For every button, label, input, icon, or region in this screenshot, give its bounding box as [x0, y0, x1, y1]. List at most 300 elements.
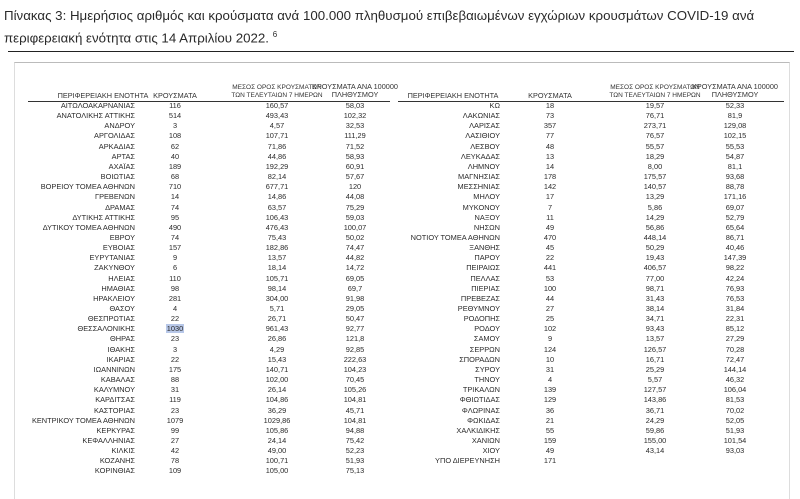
cases-cell: 22: [170, 354, 180, 364]
region-name-cell: ΖΑΚΥΝΘΟΥ: [94, 263, 135, 273]
cases-cell: 18: [545, 101, 555, 110]
cases-cell: 124: [543, 344, 557, 354]
right-header-avg: ΜΕΣΟΣ ΟΡΟΣ ΚΡΟΥΣΜΑΤΩΝ ΤΩΝ ΤΕΛΕΥΤΑΙΩΝ 7 ΗΜΕΡΩΝ: [609, 84, 701, 99]
caption-footnote-marker: 6: [272, 30, 278, 39]
per100k-cell: 52,05: [725, 415, 745, 425]
left-header-region: ΠΕΡΙΦΕΡΕΙΑΚΗ ΕΝΟΤΗΤΑ: [57, 91, 149, 100]
avg7-cell: 4,57: [269, 121, 285, 131]
per100k-cell: 222,63: [343, 354, 367, 364]
per100k-cell: 69,7: [347, 283, 363, 293]
table-row: [0, 182, 800, 192]
avg7-cell: 19,57: [645, 101, 665, 110]
cases-cell: 95: [170, 212, 180, 222]
avg7-cell: 192,29: [265, 161, 289, 171]
avg7-cell: 105,71: [265, 273, 289, 283]
per100k-cell: 52,33: [725, 101, 745, 110]
cases-cell: 31: [545, 364, 555, 374]
avg7-cell: 25,29: [645, 364, 665, 374]
avg7-cell: 175,57: [643, 172, 667, 182]
avg7-cell: 5,57: [647, 375, 663, 385]
left-header-avg: ΜΕΣΟΣ ΟΡΟΣ ΚΡΟΥΣΜΑΤΩΝ ΤΩΝ ΤΕΛΕΥΤΑΙΩΝ 7 ΗΜΕΡΩΝ: [231, 84, 323, 99]
per100k-cell: 57,67: [345, 172, 365, 182]
cases-cell: 21: [545, 415, 555, 425]
avg7-cell: 49,00: [267, 446, 287, 456]
region-name-cell: ΔΥΤΙΚΗΣ ΑΤΤΙΚΗΣ: [72, 212, 135, 222]
region-name-cell: ΣΥΡΟΥ: [475, 364, 500, 374]
cases-cell: 74: [170, 232, 180, 242]
cases-cell: 31: [170, 385, 180, 395]
cases-cell: 175: [168, 364, 182, 374]
per100k-cell: 92,85: [345, 344, 365, 354]
cases-cell: 129: [543, 395, 557, 405]
cases-cell: 73: [545, 111, 555, 121]
per100k-cell: 171,16: [723, 192, 747, 202]
region-name-cell: ΘΕΣΣΑΛΟΝΙΚΗΣ: [77, 324, 135, 334]
cases-cell: 23: [170, 405, 180, 415]
region-name-cell: ΡΕΘΥΜΝΟΥ: [457, 304, 500, 313]
region-name-cell: ΑΙΤΩΛΟΑΚΑΡΝΑΝΙΑΣ: [60, 101, 135, 110]
region-name-cell: ΑΝΑΤΟΛΙΚΗΣ ΑΤΤΙΚΗΣ: [56, 111, 135, 121]
region-name-cell: ΗΛΕΙΑΣ: [108, 273, 135, 283]
region-name-cell: ΚΟΡΙΝΘΙΑΣ: [94, 466, 135, 476]
avg7-cell: 1029,86: [263, 415, 291, 425]
cases-cell: 710: [168, 182, 182, 192]
region-name-cell: ΠΡΕΒΕΖΑΣ: [460, 293, 500, 303]
table-row: [0, 233, 800, 243]
avg7-cell: 34,71: [645, 314, 665, 324]
region-name-cell: ΦΛΩΡΙΝΑΣ: [461, 405, 500, 415]
avg7-cell: 71,86: [267, 141, 287, 151]
per100k-cell: 75,29: [345, 202, 365, 212]
region-name-cell: ΜΥΚΟΝΟΥ: [462, 202, 500, 212]
per100k-cell: 51,93: [725, 425, 745, 435]
avg7-cell: 127,57: [643, 385, 667, 395]
avg7-cell: 105,00: [265, 466, 289, 476]
region-name-cell: ΤΡΙΚΑΛΩΝ: [462, 385, 500, 395]
table-row: [0, 294, 800, 304]
avg7-cell: 18,14: [267, 263, 287, 273]
region-name-cell: ΙΚΑΡΙΑΣ: [106, 354, 135, 364]
avg7-cell: 304,00: [265, 293, 289, 303]
cases-cell: 99: [170, 425, 180, 435]
region-name-cell: ΠΕΙΡΑΙΩΣ: [466, 263, 500, 273]
cases-cell: 27: [170, 435, 180, 445]
cases-cell: 22: [170, 314, 180, 324]
avg7-cell: 43,14: [645, 446, 665, 456]
per100k-cell: 147,39: [723, 253, 747, 263]
per100k-cell: 81,1: [727, 161, 743, 171]
table-row: [0, 192, 800, 202]
cases-cell: 53: [545, 273, 555, 283]
region-name-cell: ΔΥΤΙΚΟΥ ΤΟΜΕΑ ΑΘΗΝΩΝ: [42, 222, 135, 232]
cases-cell: 108: [168, 131, 182, 141]
avg7-cell: 75,43: [267, 232, 287, 242]
per100k-cell: 88,78: [725, 182, 745, 192]
region-name-cell: ΜΑΓΝΗΣΙΑΣ: [458, 172, 500, 182]
region-name-cell: ΚΕΦΑΛΛΗΝΙΑΣ: [82, 435, 135, 445]
table-row: [0, 203, 800, 213]
per100k-cell: 91,98: [345, 293, 365, 303]
region-name-cell: ΠΕΛΛΑΣ: [470, 273, 500, 283]
avg7-cell: 961,43: [265, 324, 289, 334]
table-row: [0, 345, 800, 355]
right-header-per100k: ΚΡΟΥΣΜΑΤΑ ΑΝΑ 100000 ΠΛΗΘΥΣΜΟΥ: [692, 82, 778, 99]
per100k-cell: 74,47: [345, 243, 365, 253]
region-name-cell: ΘΑΣΟΥ: [109, 304, 135, 313]
table-row: [0, 111, 800, 121]
region-name-cell: ΛΕΥΚΑΔΑΣ: [460, 151, 500, 161]
cases-cell: 23: [170, 334, 180, 344]
region-name-cell: ΚΑΛΥΜΝΟΥ: [93, 385, 135, 395]
avg7-cell: 13,57: [267, 253, 287, 263]
cases-cell: 514: [168, 111, 182, 121]
table-row: [0, 385, 800, 395]
region-name-cell: ΘΕΣΠΡΩΤΙΑΣ: [87, 314, 135, 324]
per100k-cell: 102,32: [343, 111, 367, 121]
per100k-cell: 45,71: [345, 405, 365, 415]
avg7-cell: 102,00: [265, 375, 289, 385]
right-header-region: ΠΕΡΙΦΕΡΕΙΑΚΗ ΕΝΟΤΗΤΑ: [407, 91, 499, 100]
region-name-cell: ΒΟΙΩΤΙΑΣ: [100, 172, 135, 182]
region-name-cell: ΡΟΔΟΥ: [474, 324, 500, 334]
per100k-cell: 44,08: [345, 192, 365, 202]
per100k-cell: 50,47: [345, 314, 365, 324]
cases-cell: 17: [545, 192, 555, 202]
per100k-cell: 104,23: [343, 364, 367, 374]
per100k-cell: 76,53: [725, 293, 745, 303]
caption-text: Πίνακας 3: Ημερήσιος αριθμός και κρούσματα ανά 100.000 πληθυσμού επιβεβαιωμένων εγχώριων κρουσμάτων COVID-19 ανά περιφερειακή ενότητα στις 14 Απριλίου 2022.: [4, 8, 755, 46]
cases-cell: 11: [546, 212, 554, 222]
avg7-cell: 13,29: [645, 192, 665, 202]
per100k-cell: 129,08: [723, 121, 747, 131]
per100k-cell: 46,32: [725, 375, 745, 385]
table-row: [0, 263, 800, 273]
region-name-cell: ΛΑΡΙΣΑΣ: [469, 121, 500, 131]
avg7-cell: 5,86: [647, 202, 663, 212]
per100k-cell: 27,29: [725, 334, 745, 344]
cases-cell: 14: [170, 192, 180, 202]
region-name-cell: ΝΟΤΙΟΥ ΤΟΜΕΑ ΑΘΗΝΩΝ: [410, 232, 500, 242]
region-name-cell: ΚΙΛΚΙΣ: [111, 446, 135, 456]
region-name-cell: ΛΗΜΝΟΥ: [467, 161, 500, 171]
avg7-cell: 26,86: [267, 334, 287, 344]
left-header-cases: ΚΡΟΥΣΜΑΤΑ: [153, 91, 197, 100]
table-row: [0, 121, 800, 131]
region-name-cell: ΘΗΡΑΣ: [110, 334, 135, 344]
cases-cell: 1030: [166, 324, 184, 334]
avg7-cell: 140,57: [643, 182, 667, 192]
cases-cell: 4: [172, 304, 178, 313]
cases-cell: 9: [547, 334, 553, 344]
avg7-cell: 14,86: [267, 192, 287, 202]
avg7-cell: 18,29: [645, 151, 665, 161]
per100k-cell: 70,45: [345, 375, 365, 385]
region-name-cell: ΒΟΡΕΙΟΥ ΤΟΜΕΑ ΑΘΗΝΩΝ: [40, 182, 135, 192]
region-name-cell: ΑΝΔΡΟΥ: [104, 121, 135, 131]
table-caption: [4, 6, 794, 47]
per100k-cell: 85,12: [725, 324, 745, 334]
table-row: [0, 223, 800, 233]
region-name-cell: ΠΑΡΟΥ: [474, 253, 500, 263]
per100k-cell: 81,9: [727, 111, 743, 121]
per100k-cell: 31,84: [725, 304, 745, 313]
region-name-cell: ΞΑΝΘΗΣ: [469, 243, 500, 253]
cases-cell: 48: [545, 141, 555, 151]
per100k-cell: 71,52: [345, 141, 365, 151]
cases-cell: 142: [543, 182, 557, 192]
avg7-cell: 26,71: [267, 314, 287, 324]
cases-cell: 13: [545, 151, 555, 161]
per100k-cell: 22,31: [725, 314, 745, 324]
region-name-cell: ΣΕΡΡΩΝ: [469, 344, 500, 354]
avg7-cell: 77,00: [645, 273, 665, 283]
cases-cell: 470: [543, 232, 557, 242]
per100k-cell: 50,02: [345, 232, 365, 242]
per100k-cell: 98,22: [725, 263, 745, 273]
cases-cell: 119: [169, 395, 181, 405]
per100k-cell: 65,64: [725, 222, 745, 232]
per100k-cell: 105,26: [343, 385, 367, 395]
table-row: [0, 355, 800, 365]
per100k-cell: 40,46: [725, 243, 745, 253]
avg7-cell: 14,29: [645, 212, 665, 222]
cases-cell: 357: [543, 121, 557, 131]
per100k-cell: 72,47: [725, 354, 745, 364]
per100k-cell: 101,54: [723, 435, 747, 445]
cases-cell: 10: [545, 354, 555, 364]
avg7-cell: 76,71: [645, 111, 665, 121]
avg7-cell: 476,43: [265, 222, 289, 232]
avg7-cell: 38,14: [645, 304, 665, 313]
avg7-cell: 24,14: [267, 435, 287, 445]
cases-cell: 102: [543, 324, 557, 334]
cases-cell: 25: [545, 314, 555, 324]
cases-cell: 7: [547, 202, 553, 212]
avg7-cell: 273,71: [643, 121, 667, 131]
table-row: [0, 101, 800, 111]
region-name-cell: ΥΠΟ ΔΙΕΡΕΥΝΗΣΗ: [435, 456, 500, 466]
avg7-cell: 56,86: [645, 222, 665, 232]
cases-cell: 42: [170, 446, 180, 456]
cases-cell: 6: [172, 263, 178, 273]
table-row: [0, 274, 800, 284]
table-row: [0, 284, 800, 294]
avg7-cell: 5,71: [269, 304, 285, 313]
region-name-cell: ΑΡΚΑΔΙΑΣ: [98, 141, 135, 151]
cases-cell: 49: [545, 222, 555, 232]
avg7-cell: 140,71: [265, 364, 289, 374]
region-name-cell: ΡΟΔΟΠΗΣ: [463, 314, 500, 324]
region-name-cell: ΜΕΣΣΗΝΙΑΣ: [457, 182, 500, 192]
avg7-cell: 107,71: [265, 131, 289, 141]
per100k-cell: 55,53: [725, 141, 745, 151]
cases-cell: 171: [543, 456, 557, 466]
table-row: [0, 131, 800, 141]
avg7-cell: 13,57: [645, 334, 665, 344]
cases-cell: 441: [543, 263, 557, 273]
region-name-cell: ΕΥΡΥΤΑΝΙΑΣ: [89, 253, 135, 263]
avg7-cell: 15,43: [267, 354, 287, 364]
avg7-cell: 93,43: [645, 324, 665, 334]
table-row: [0, 466, 400, 476]
cases-cell: 4: [547, 375, 553, 385]
avg7-cell: 82,14: [267, 172, 287, 182]
per100k-cell: 58,03: [345, 101, 365, 110]
cases-cell: 22: [545, 253, 555, 263]
region-name-cell: ΕΒΡΟΥ: [109, 232, 135, 242]
per100k-cell: 121,8: [345, 334, 365, 344]
avg7-cell: 36,29: [267, 405, 287, 415]
cases-cell: 62: [170, 141, 180, 151]
region-name-cell: ΤΗΝΟΥ: [474, 375, 500, 385]
table-row: [0, 142, 800, 152]
per100k-cell: 81,53: [725, 395, 745, 405]
table-row: [0, 162, 800, 172]
avg7-cell: 493,43: [265, 111, 289, 121]
per100k-cell: 102,15: [723, 131, 747, 141]
per100k-cell: 86,71: [725, 232, 745, 242]
region-name-cell: ΣΑΜΟΥ: [473, 334, 500, 344]
per100k-cell: 104,81: [343, 415, 367, 425]
cases-cell: 77: [545, 131, 555, 141]
region-name-cell: ΕΥΒΟΙΑΣ: [102, 243, 135, 253]
avg7-cell: 36,71: [645, 405, 665, 415]
per100k-cell: 75,13: [345, 466, 365, 476]
per100k-cell: 94,88: [345, 425, 365, 435]
per100k-cell: 93,68: [725, 172, 745, 182]
table-row: [0, 172, 800, 182]
table-row: [0, 365, 800, 375]
cases-cell: 178: [543, 172, 557, 182]
table-row: [0, 334, 800, 344]
per100k-cell: 52,23: [345, 446, 365, 456]
cases-cell: 1079: [166, 415, 184, 425]
avg7-cell: 104,86: [265, 395, 289, 405]
avg7-cell: 31,43: [645, 293, 665, 303]
table-row: [0, 456, 800, 466]
region-name-cell: ΧΙΟΥ: [482, 446, 500, 456]
region-name-cell: ΚΕΡΚΥΡΑΣ: [96, 425, 135, 435]
avg7-cell: 19,43: [645, 253, 665, 263]
region-name-cell: ΛΑΣΙΘΙΟΥ: [465, 131, 500, 141]
per100k-cell: 44,82: [345, 253, 365, 263]
avg7-cell: 16,71: [645, 354, 665, 364]
caption-divider: [8, 51, 794, 52]
region-name-cell: ΚΑΣΤΟΡΙΑΣ: [93, 405, 135, 415]
cases-cell: 45: [545, 243, 555, 253]
per100k-cell: 120: [348, 182, 362, 192]
region-name-cell: ΧΑΛΚΙΔΙΚΗΣ: [456, 425, 500, 435]
region-name-cell: ΔΡΑΜΑΣ: [105, 202, 135, 212]
avg7-cell: 50,29: [645, 243, 665, 253]
region-name-cell: ΛΑΚΩΝΙΑΣ: [462, 111, 500, 121]
region-name-cell: ΣΠΟΡΑΔΩΝ: [459, 354, 500, 364]
region-name-cell: ΛΕΣΒΟΥ: [470, 141, 500, 151]
cases-cell: 159: [543, 435, 557, 445]
cases-cell: 110: [169, 273, 181, 283]
table-row: [0, 314, 800, 324]
cases-cell: 98: [170, 283, 180, 293]
cases-cell: 40: [170, 151, 180, 161]
avg7-cell: 76,57: [645, 131, 665, 141]
cases-cell: 49: [545, 446, 555, 456]
region-name-cell: ΧΑΝΙΩΝ: [471, 435, 500, 445]
per100k-cell: 93,03: [725, 446, 745, 456]
table-row: [0, 426, 800, 436]
region-name-cell: ΗΜΑΘΙΑΣ: [101, 283, 135, 293]
table-row: [0, 304, 800, 314]
per100k-cell: 106,04: [723, 385, 747, 395]
avg7-cell: 24,29: [645, 415, 665, 425]
region-name-cell: ΙΩΑΝΝΙΝΩΝ: [93, 364, 135, 374]
cases-cell: 116: [169, 101, 181, 110]
table-row: [0, 416, 800, 426]
region-name-cell: ΙΘΑΚΗΣ: [107, 344, 135, 354]
per100k-cell: 75,42: [345, 435, 365, 445]
cases-cell: 68: [170, 172, 180, 182]
avg7-cell: 182,86: [265, 243, 289, 253]
avg7-cell: 406,57: [643, 263, 667, 273]
avg7-cell: 55,57: [645, 141, 665, 151]
region-name-cell: ΝΑΞΟΥ: [474, 212, 500, 222]
cases-cell: 109: [168, 466, 182, 476]
table-row: [0, 152, 800, 162]
avg7-cell: 63,57: [267, 202, 287, 212]
region-name-cell: ΦΘΙΩΤΙΔΑΣ: [459, 395, 500, 405]
per100k-cell: 69,07: [725, 202, 745, 212]
table-row: [0, 324, 800, 334]
avg7-cell: 105,86: [265, 425, 289, 435]
avg7-cell: 98,71: [645, 283, 665, 293]
per100k-cell: 58,93: [345, 151, 365, 161]
region-name-cell: ΑΡΤΑΣ: [111, 151, 135, 161]
table-row: [0, 406, 800, 416]
cases-cell: 36: [545, 405, 555, 415]
region-name-cell: ΓΡΕΒΕΝΩΝ: [95, 192, 135, 202]
avg7-cell: 155,00: [643, 435, 667, 445]
region-name-cell: ΑΧΑΪΑΣ: [108, 161, 135, 171]
per100k-cell: 92,77: [345, 324, 365, 334]
cases-cell: 3: [172, 121, 178, 131]
table-row: [0, 253, 800, 263]
per100k-cell: 29,05: [345, 304, 365, 313]
avg7-cell: 160,57: [265, 101, 289, 110]
per100k-cell: 76,93: [725, 283, 745, 293]
avg7-cell: 448,14: [643, 232, 667, 242]
avg7-cell: 8,00: [647, 161, 663, 171]
cases-cell: 189: [168, 161, 182, 171]
per100k-cell: 100,07: [343, 222, 367, 232]
table-row: [0, 395, 800, 405]
table-row: [0, 375, 800, 385]
cases-cell: 490: [168, 222, 182, 232]
cases-cell: 74: [170, 202, 180, 212]
table-row: [0, 243, 800, 253]
cases-cell: 14: [545, 161, 555, 171]
avg7-cell: 26,14: [267, 385, 287, 395]
avg7-cell: 106,43: [265, 212, 289, 222]
per100k-cell: 111,29: [344, 131, 366, 141]
left-header-per100k: ΚΡΟΥΣΜΑΤΑ ΑΝΑ 100000 ΠΛΗΘΥΣΜΟΥ: [312, 82, 398, 99]
cases-cell: 27: [545, 304, 555, 313]
per100k-cell: 70,28: [725, 344, 745, 354]
region-name-cell: ΜΗΛΟΥ: [473, 192, 500, 202]
cases-cell: 139: [543, 385, 557, 395]
cases-cell: 88: [170, 375, 180, 385]
region-name-cell: ΑΡΓΟΛΙΔΑΣ: [94, 131, 135, 141]
per100k-cell: 59,03: [345, 212, 365, 222]
cases-cell: 157: [168, 243, 182, 253]
